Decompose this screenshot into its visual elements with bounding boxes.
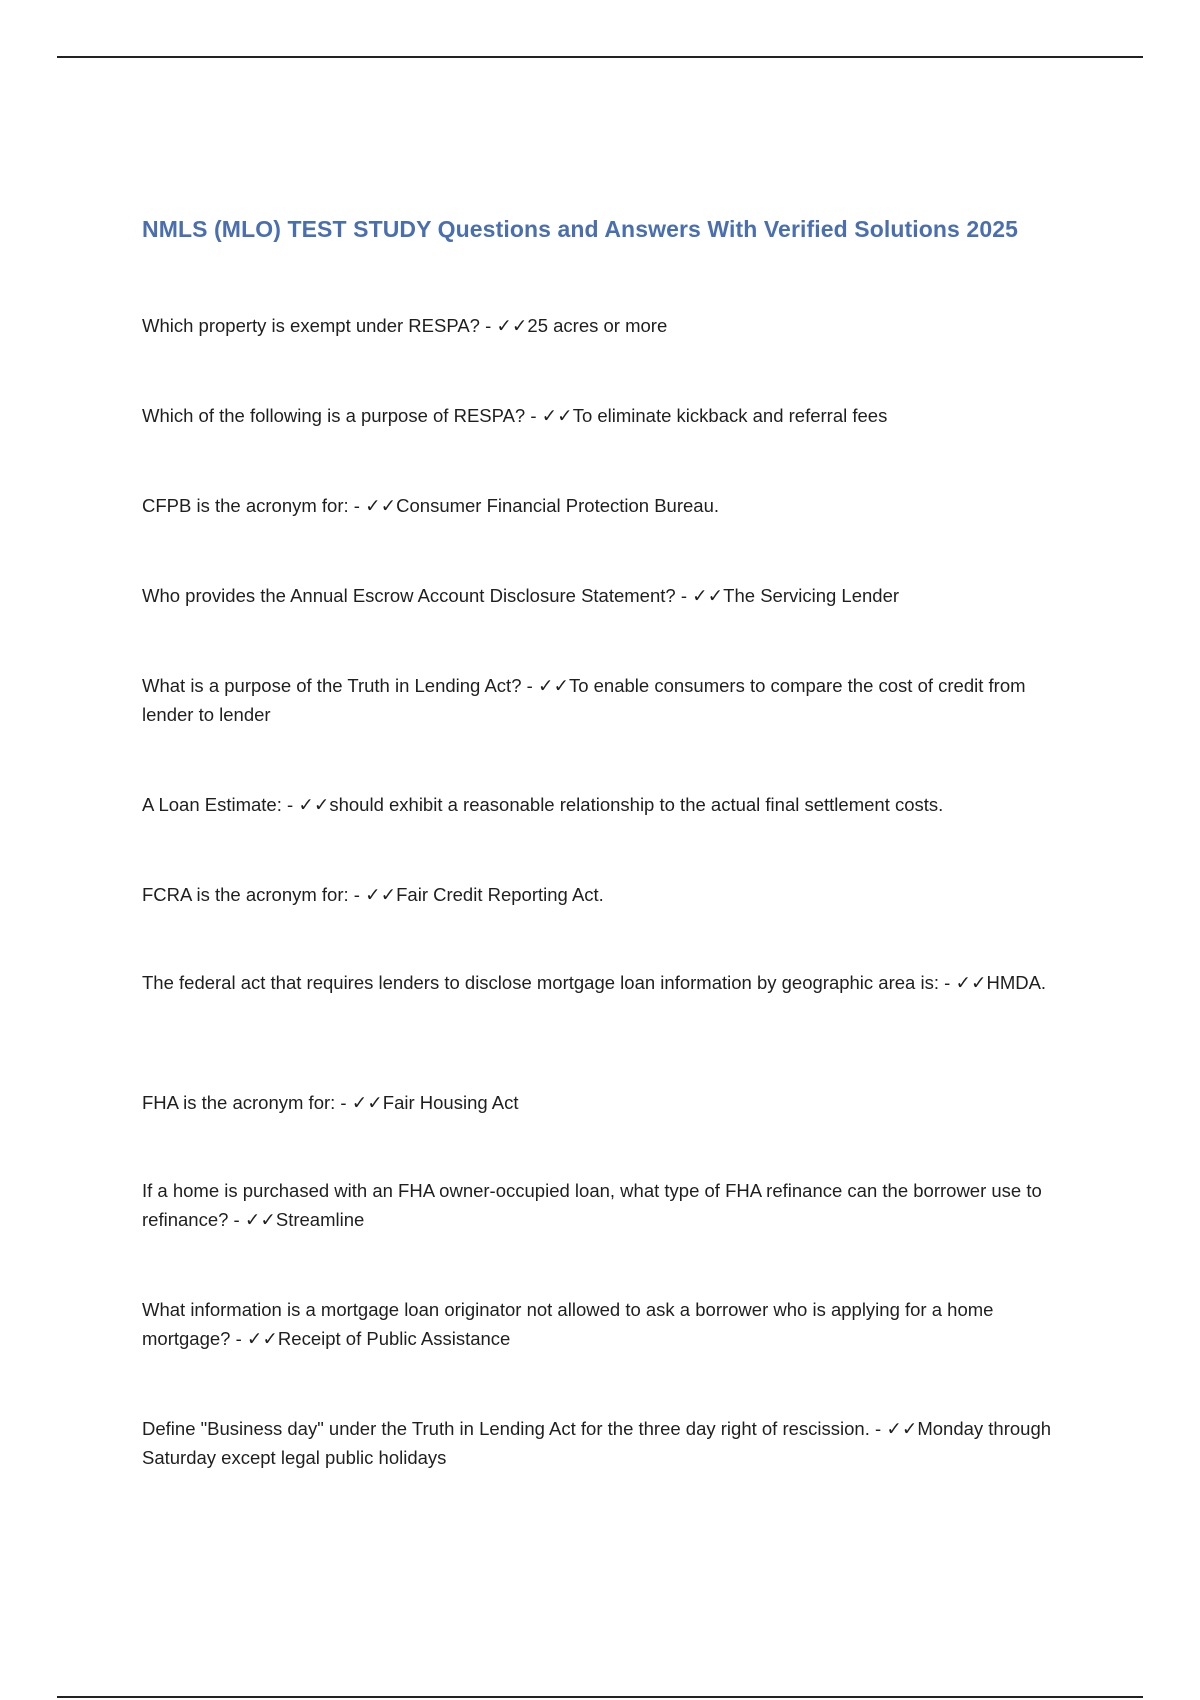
question-text: CFPB is the acronym for: — [142, 495, 349, 516]
answer-text: HMDA. — [986, 972, 1047, 993]
question-text: If a home is purchased with an FHA owner-occupied loan, what type of FHA refinance can the borrower use to refinance? — [142, 1180, 1042, 1230]
question-text: Which of the following is a purpose of RESPA? — [142, 405, 526, 426]
answer-text: To enable consumers to compare the cost of credit from lender to lender — [142, 675, 1026, 725]
check-marks-icon: ✓✓ — [246, 1328, 278, 1349]
separator: - — [281, 794, 299, 815]
check-marks-icon: ✓✓ — [351, 1092, 383, 1113]
question-text: FHA is the acronym for: — [142, 1092, 336, 1113]
qa-item — [142, 790, 1062, 819]
qa-item — [142, 1295, 1062, 1353]
qa-item — [142, 311, 1062, 340]
question-text: Which property is exempt under RESPA? — [142, 315, 480, 336]
answer-text: should exhibit a reasonable relationship to the actual final settlement costs. — [329, 794, 944, 815]
separator: - — [938, 972, 956, 993]
check-marks-icon: ✓✓ — [365, 495, 397, 516]
answer-text: Fair Housing Act — [382, 1092, 519, 1113]
check-marks-icon: ✓✓ — [298, 794, 330, 815]
check-marks-icon: ✓✓ — [692, 585, 724, 606]
qa-item — [142, 581, 1062, 610]
qa-item — [142, 1176, 1062, 1234]
qa-item — [142, 671, 1062, 729]
check-marks-icon: ✓✓ — [244, 1209, 276, 1230]
answer-text: To eliminate kickback and referral fees — [572, 405, 888, 426]
check-marks-icon: ✓✓ — [365, 884, 397, 905]
separator: - — [869, 1418, 887, 1439]
qa-item — [142, 1414, 1062, 1472]
question-text: What is a purpose of the Truth in Lending Act? — [142, 675, 522, 696]
separator: - — [675, 585, 693, 606]
separator: - — [228, 1209, 245, 1230]
separator: - — [348, 495, 366, 516]
qa-item — [142, 880, 1062, 909]
separator: - — [335, 1092, 352, 1113]
question-text: FCRA is the acronym for: — [142, 884, 349, 905]
separator: - — [479, 315, 497, 336]
answer-text: Consumer Financial Protection Bureau. — [396, 495, 720, 516]
bottom-divider — [57, 1696, 1143, 1698]
check-marks-icon: ✓✓ — [955, 972, 987, 993]
question-text: Define "Business day" under the Truth in Lending Act for the three day right of rescission. — [142, 1418, 870, 1439]
answer-text: Monday through Saturday except legal public holidays — [142, 1418, 1052, 1468]
question-text: Who provides the Annual Escrow Account Disclosure Statement? — [142, 585, 676, 606]
answer-text: Receipt of Public Assistance — [277, 1328, 511, 1349]
separator: - — [230, 1328, 247, 1349]
separator: - — [521, 675, 538, 696]
check-marks-icon: ✓✓ — [496, 315, 528, 336]
check-marks-icon: ✓✓ — [541, 405, 573, 426]
check-marks-icon: ✓✓ — [537, 675, 569, 696]
question-text: What information is a mortgage loan originator not allowed to ask a borrower who is applying for a home mortgage? — [142, 1299, 994, 1349]
answer-text: 25 acres or more — [527, 315, 668, 336]
answer-text: Streamline — [275, 1209, 365, 1230]
question-text: A Loan Estimate: — [142, 794, 282, 815]
qa-item — [142, 1088, 1062, 1117]
qa-item — [142, 491, 1062, 520]
question-text: The federal act that requires lenders to disclose mortgage loan information by geographic area is: — [142, 972, 939, 993]
answer-text: The Servicing Lender — [723, 585, 900, 606]
separator: - — [348, 884, 366, 905]
separator: - — [525, 405, 542, 426]
check-marks-icon: ✓✓ — [886, 1418, 918, 1439]
qa-item — [142, 968, 1062, 997]
answer-text: Fair Credit Reporting Act. — [396, 884, 604, 905]
document-title: NMLS (MLO) TEST STUDY Questions and Answers With Verified Solutions 2025 — [142, 216, 1018, 242]
qa-item — [142, 401, 1062, 430]
